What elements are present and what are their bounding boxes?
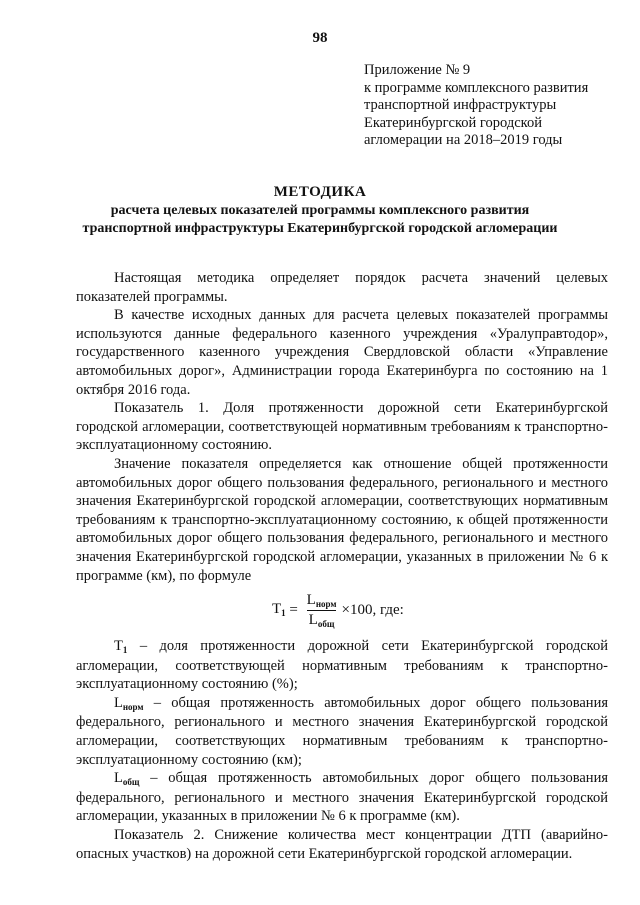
formula-lhs (272, 600, 286, 620)
numerator-subscript: норм (315, 598, 337, 609)
formula-tail: ×100, где: (341, 601, 404, 618)
paragraph-indicator-2: Показатель 2. Снижение количества мест концентрации ДТП (аварийно-опасных участков) на дорожной сети Екатеринбургской городской агломерации. (76, 827, 608, 862)
formula-fraction (305, 591, 339, 630)
paragraph-indicator-1: Показатель 1. Доля протяженности дорожной сети Екатеринбургской городской агломерации, соответствующей нормативным требованиям к транспортно-эксплуатационному состоянию. (76, 400, 608, 454)
formula-equals: = (285, 601, 302, 618)
appendix-line-3: транспортной инфраструктуры (364, 97, 557, 113)
denominator-subscript: общ (317, 618, 335, 629)
definition-t1-text: – доля протяженности дорожной сети Екатеринбургской городской агломерации, соответствующей нормативным требованиям к транспортно-эксплуатационному состоянию (%); (76, 638, 608, 693)
symbol-t1-subscript: 1 (122, 645, 128, 656)
formula-lhs-subscript: 1 (281, 608, 286, 619)
appendix-header (364, 62, 624, 150)
formula (272, 587, 404, 633)
denominator-symbol: L (308, 611, 318, 628)
definition-t1 (76, 637, 608, 694)
paragraph-intro: Настоящая методика определяет порядок расчета значений целевых показателей программы. (76, 270, 608, 305)
definition-lnorm (76, 694, 608, 769)
formula-block (76, 587, 608, 633)
formula-numerator (305, 591, 339, 610)
title-line-1: расчета целевых показателей программы комплексного развития (110, 203, 530, 218)
appendix-line-1: Приложение № 9 (364, 62, 471, 78)
page-number: 98 (312, 30, 328, 46)
appendix-line-5: агломерации на 2018–2019 годы (364, 132, 563, 148)
definition-lnorm-text: – общая протяженность автомобильных дорог общего пользования федерального, регионального и местного значения Екатеринбургской городской агломерации, соответствующих нормативным требованиям к транспортно-эксплуатационному состоянию (км); (76, 694, 608, 768)
appendix-line-2: к программе комплексного развития (364, 79, 589, 96)
formula-denominator (307, 610, 337, 630)
symbol-t1: T (114, 638, 123, 655)
definition-lobsh (76, 769, 608, 826)
paragraph-source-data: В качестве исходных данных для расчета целевых показателей программы используются данные федерального казенного учреждения «Уралуправтодор», государственного казенного учреждения Свердловской области «Управление автомобильных дорог», Администрации города Екатеринбурга по состоянию на 1 октября 2016 года. (76, 307, 608, 398)
document-body (76, 269, 608, 863)
numerator-symbol: L (306, 591, 316, 608)
symbol-lnorm: L (114, 694, 123, 711)
document-title (40, 183, 600, 238)
symbol-lobsh: L (114, 770, 123, 787)
symbol-lobsh-subscript: общ (122, 777, 140, 788)
paragraph-indicator-1-definition: Значение показателя определяется как отношение общей протяженности автомобильных дорог общего пользования федерального, регионального и местного значения Екатеринбургской городской агломерации, соответствующих нормативным требованиям к транспортно-эксплуатационному состоянию, к общей протяженности автомобильных дорог общего пользования федерального, регионального и местного значения Екатеринбургской городской агломерации, указанных в приложении № 6 к программе (км), по формуле (76, 455, 608, 584)
formula-lhs-symbol: T (272, 601, 282, 618)
definition-lobsh-text: – общая протяженность автомобильных дорог общего пользования федерального, регионального и местного значения Екатеринбургской городской агломерации, указанных в приложении № 6 к программе (км). (76, 770, 608, 825)
appendix-line-4: Екатеринбургской городской (364, 114, 542, 131)
title-line-2: транспортной инфраструктуры Екатеринбургской городской агломерации (82, 221, 558, 236)
symbol-lnorm-subscript: норм (122, 701, 144, 712)
title-main: МЕТОДИКА (273, 184, 367, 200)
